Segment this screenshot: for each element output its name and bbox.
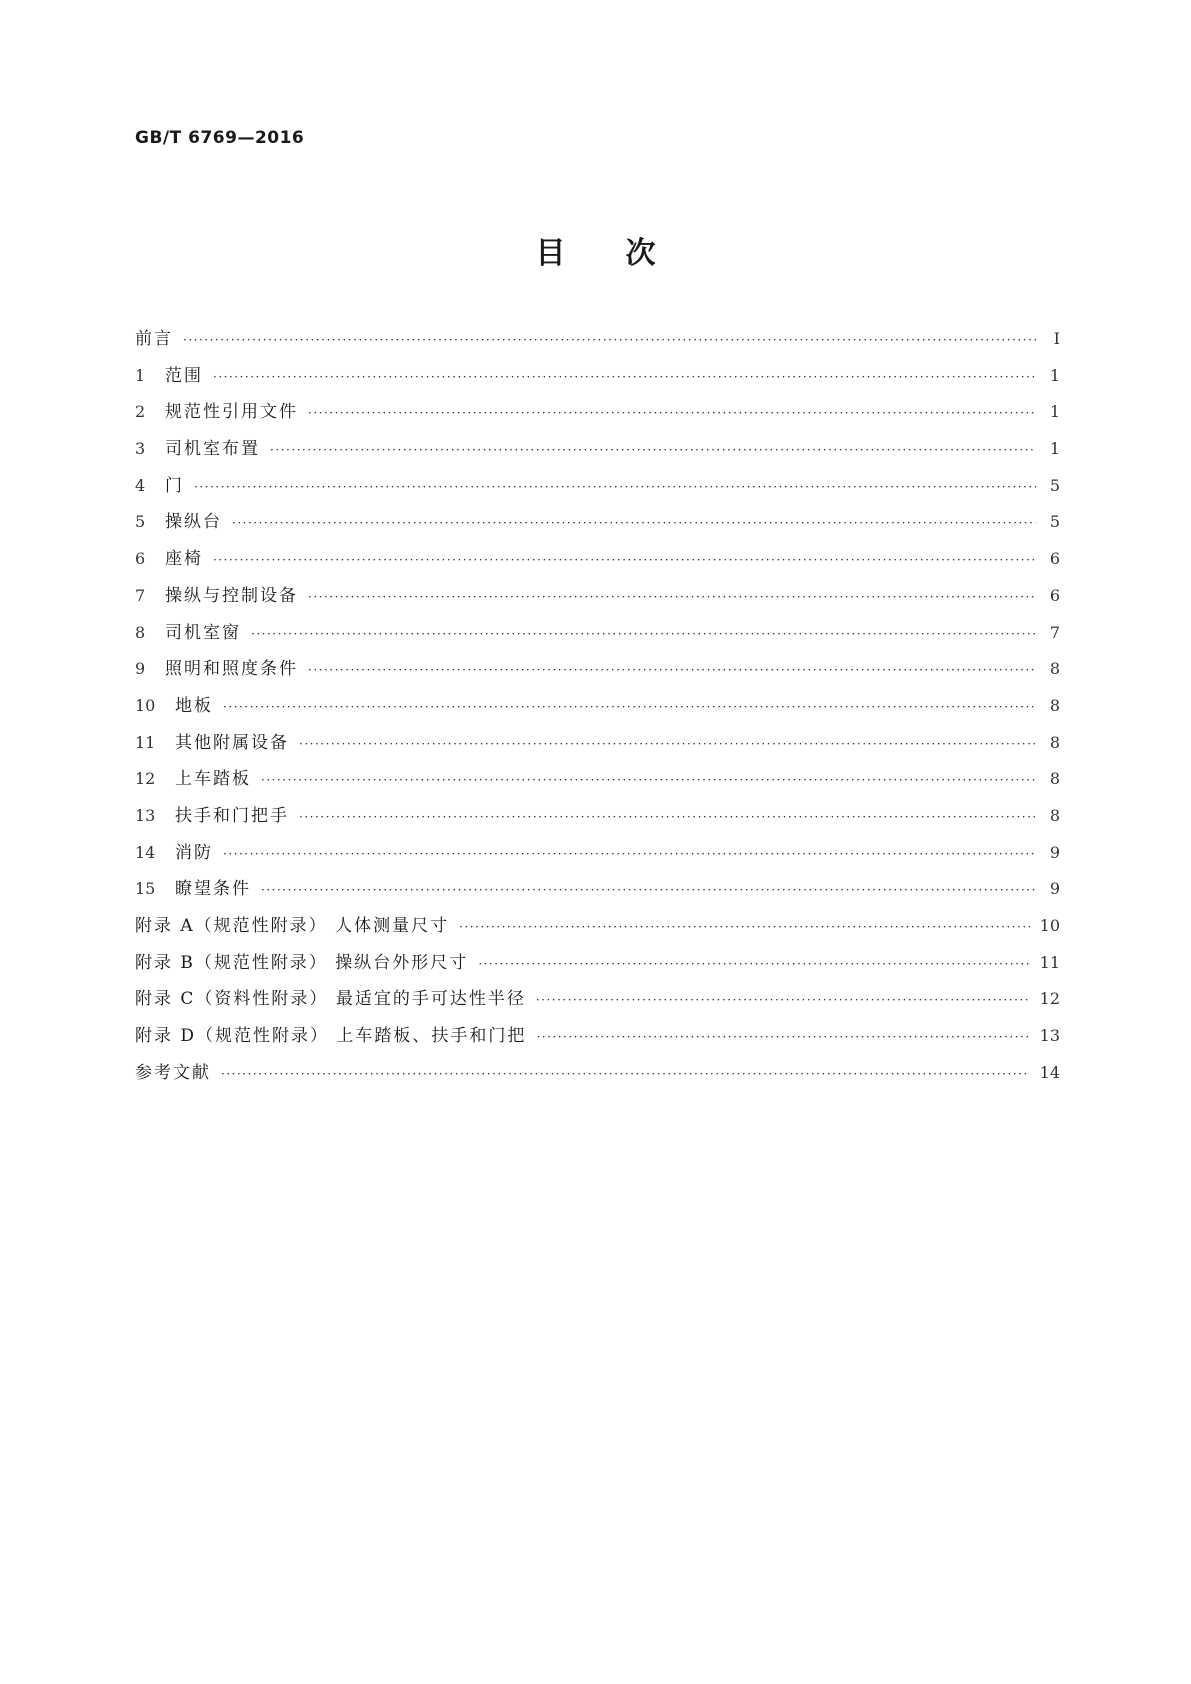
toc-leader-dots	[478, 957, 1029, 971]
toc-row[interactable]	[135, 324, 1060, 361]
toc-entry-label: 地板	[175, 695, 213, 716]
toc-row[interactable]	[135, 507, 1060, 544]
toc-entry-label: 范围	[165, 365, 203, 386]
toc-row[interactable]	[135, 874, 1060, 911]
toc-entry-label: 参考文献	[135, 1062, 211, 1083]
toc-section-number: 13	[135, 805, 156, 825]
toc-leader-dots	[194, 480, 1036, 494]
toc-leader-dots	[308, 406, 1036, 420]
toc-page-number: 5	[1049, 475, 1060, 495]
toc-section-number: 1	[135, 365, 146, 385]
toc-row[interactable]	[135, 984, 1060, 1021]
toc-section-number: 11	[135, 732, 156, 752]
toc-row[interactable]	[135, 691, 1060, 728]
toc-page-number: 6	[1049, 549, 1060, 569]
toc-leader-dots	[536, 1030, 1029, 1044]
toc-entry-label: 附录 B（规范性附录） 操纵台外形尺寸	[135, 952, 469, 973]
toc-leader-dots	[308, 590, 1036, 604]
toc-entry-label: 门	[165, 475, 184, 496]
toc-leader-dots	[459, 920, 1030, 934]
toc-row[interactable]	[135, 618, 1060, 655]
toc-row[interactable]	[135, 1058, 1060, 1095]
toc-section-number: 7	[135, 585, 146, 605]
toc-section-number: 9	[135, 659, 146, 679]
document-code: GB/T 6769—2016	[135, 128, 305, 148]
toc-entry-label: 司机室窗	[165, 622, 241, 643]
toc-page-number: 1	[1049, 402, 1060, 422]
toc-row[interactable]	[135, 361, 1060, 398]
toc-entry-label: 操纵台	[165, 512, 222, 533]
toc-row[interactable]	[135, 911, 1060, 948]
toc-page-number: 8	[1049, 805, 1060, 825]
toc-page-number: 9	[1049, 879, 1060, 899]
page-title-text: 目次	[535, 236, 716, 271]
toc-leader-dots	[536, 993, 1030, 1007]
toc-page-number: 10	[1039, 916, 1060, 935]
toc-section-number: 2	[135, 402, 146, 422]
toc-leader-dots	[261, 883, 1036, 897]
toc-entry-label: 座椅	[165, 549, 203, 570]
toc-section-number: 4	[135, 475, 146, 495]
toc-row[interactable]	[135, 471, 1060, 508]
toc-row[interactable]	[135, 397, 1060, 434]
toc-section-number: 6	[135, 549, 146, 569]
toc-row[interactable]	[135, 544, 1060, 581]
toc-leader-dots	[251, 627, 1036, 641]
toc-leader-dots	[232, 516, 1036, 530]
table-of-contents	[135, 324, 1060, 1094]
toc-entry-label: 消防	[175, 842, 213, 863]
toc-page-number: 8	[1049, 695, 1060, 715]
toc-page-number: 8	[1049, 732, 1060, 752]
toc-entry-label: 附录 C（资料性附录） 最适宜的手可达性半径	[135, 989, 526, 1010]
toc-section-number: 8	[135, 622, 146, 642]
toc-page-number: 8	[1049, 769, 1060, 789]
toc-entry-label: 照明和照度条件	[165, 659, 298, 680]
toc-leader-dots	[308, 663, 1036, 677]
toc-row[interactable]	[135, 1021, 1060, 1058]
toc-entry-label: 司机室布置	[165, 439, 260, 460]
toc-page-number: 13	[1039, 1026, 1060, 1046]
toc-page-number: 7	[1049, 622, 1060, 642]
toc-row[interactable]	[135, 581, 1060, 618]
toc-entry-label: 其他附属设备	[175, 732, 289, 753]
toc-entry-label: 规范性引用文件	[165, 402, 298, 423]
toc-leader-dots	[221, 1067, 1030, 1081]
toc-entry-label: 操纵与控制设备	[165, 585, 298, 606]
toc-page-number: 1	[1049, 365, 1060, 385]
toc-section-number: 5	[135, 512, 146, 532]
toc-leader-dots	[223, 847, 1036, 861]
toc-row[interactable]	[135, 728, 1060, 765]
toc-section-number: 12	[135, 769, 156, 789]
toc-section-number: 10	[135, 695, 156, 715]
toc-entry-label: 附录 A（规范性附录） 人体测量尺寸	[135, 916, 450, 936]
toc-leader-dots	[183, 333, 1036, 347]
toc-page-number: 11	[1039, 952, 1060, 972]
toc-leader-dots	[299, 810, 1036, 824]
toc-entry-label: 瞭望条件	[175, 879, 251, 900]
toc-row[interactable]	[135, 838, 1060, 875]
toc-entry-label: 附录 D（规范性附录） 上车踏板、扶手和门把	[135, 1026, 527, 1047]
toc-row[interactable]	[135, 764, 1060, 801]
page-title	[0, 228, 1191, 272]
toc-entry-label: 扶手和门把手	[175, 805, 289, 826]
toc-row[interactable]	[135, 948, 1060, 985]
toc-entry-label: 上车踏板	[175, 769, 251, 790]
toc-page-number: 14	[1039, 1062, 1060, 1082]
toc-page-number: Ⅰ	[1053, 329, 1060, 348]
toc-page-number: 1	[1049, 439, 1060, 459]
toc-row[interactable]	[135, 434, 1060, 471]
toc-page-number: 12	[1039, 989, 1060, 1009]
toc-section-number: 14	[135, 842, 156, 862]
toc-row[interactable]	[135, 654, 1060, 691]
toc-leader-dots	[213, 553, 1036, 567]
toc-row[interactable]	[135, 801, 1060, 838]
toc-entry-label: 前言	[135, 329, 173, 349]
toc-section-number: 3	[135, 439, 146, 459]
toc-page-number: 5	[1049, 512, 1060, 532]
toc-leader-dots	[213, 370, 1036, 384]
toc-leader-dots	[223, 700, 1036, 714]
toc-page-number: 6	[1049, 585, 1060, 605]
toc-section-number: 15	[135, 879, 156, 899]
toc-page-number: 9	[1049, 842, 1060, 862]
toc-page-number: 8	[1049, 659, 1060, 679]
toc-leader-dots	[299, 737, 1036, 751]
toc-leader-dots	[261, 773, 1036, 787]
toc-leader-dots	[270, 443, 1036, 457]
